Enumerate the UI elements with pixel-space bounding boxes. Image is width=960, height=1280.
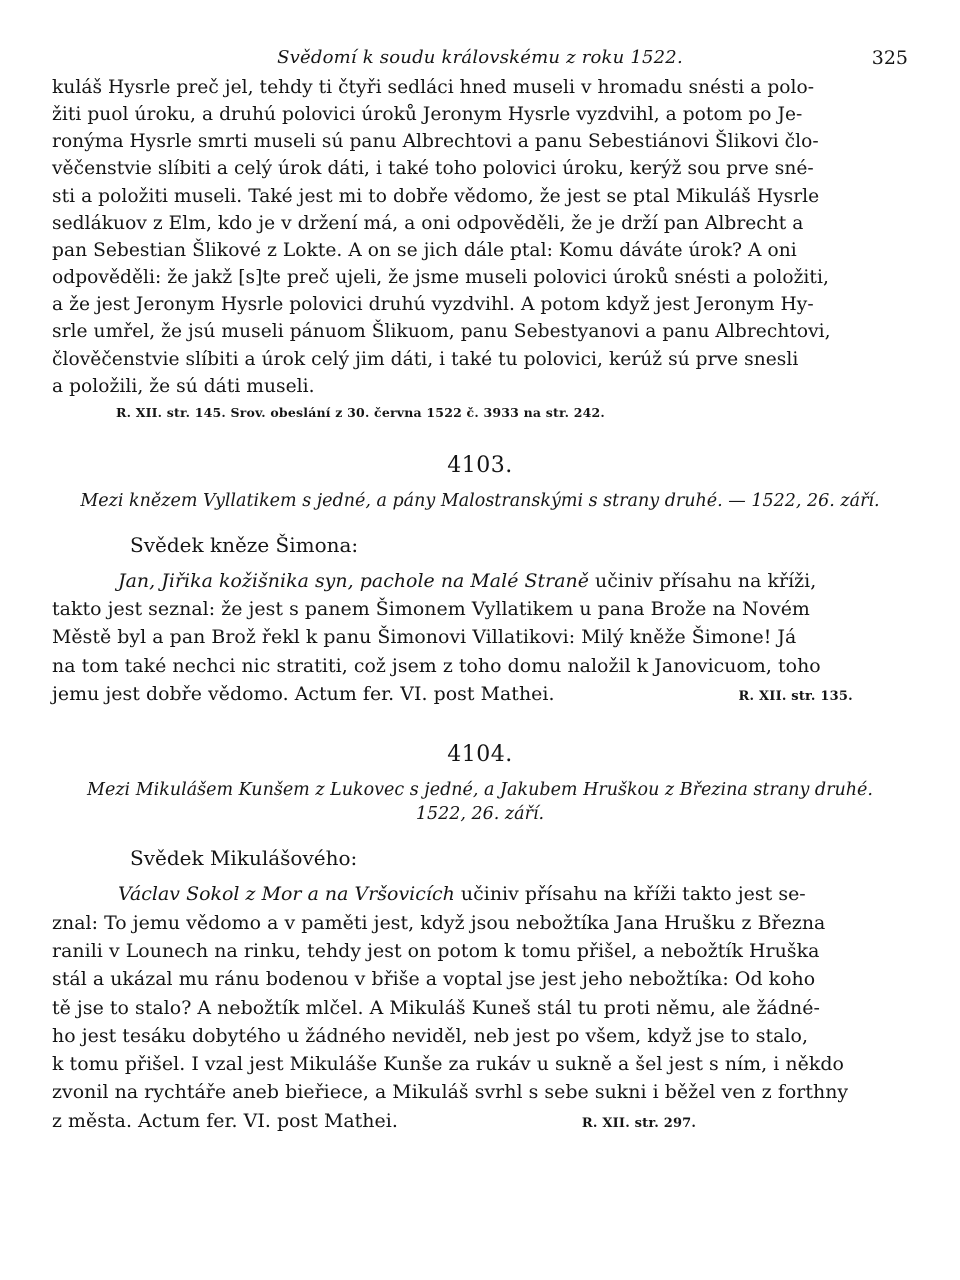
text-line: na tom také nechci nic stratiti, což jsem z toho domu naložil k Janovicuom, toho [52, 654, 821, 677]
text-line: znal: To jemu vědomo a v paměti jest, když jsou nebožtíka Jana Hrušku z Března [52, 911, 826, 934]
entry-number: 4103. [447, 452, 513, 478]
witness-label: Svědek Mikulášového: [130, 846, 358, 871]
text-line: srle umřel, že jsú museli pánuom Šlikuom, panu Sebestyanovi a panu Albrechtovi, [52, 321, 831, 343]
text-line: ronýma Hysrle smrti museli sú panu Albrechtovi a panu Sebestiánovi Šlikovi člo- [52, 131, 819, 153]
entry-number: 4104. [447, 742, 513, 768]
text-line: ho jest tesáku dobytého u žádného neviděl, neb jest po všem, když jse to stalo, [52, 1024, 809, 1047]
text-line: zvonil na rychtáře aneb bieřiece, a Mikuláš svrhl s sebe sukni i běžel ven z forthny [52, 1081, 849, 1104]
text-line: ranili v Lounech na rinku, tehdy jest on potom k tomu přišel, a nebožtík Hruška [52, 939, 820, 962]
running-title: Svědomí k soudu královskému z roku 1522. [277, 47, 683, 68]
text-line: žiti puol úroku, a druhú polovici úroků Jeronym Hysrle vyzdvihl, a potom po Je- [52, 104, 803, 126]
entry-4103 [52, 452, 908, 711]
deponent-name: Jan, Jiřika kožišnika syn, pachole na Malé Straně [118, 569, 589, 592]
entry-heading [52, 778, 908, 826]
heading-line: 1522, 26. září. [415, 804, 545, 825]
deponent-name: Václav Sokol z Mor a na Vršovicích [118, 883, 455, 906]
entry-heading [52, 489, 908, 513]
source-reference: R. XII. str. 135. [738, 689, 853, 705]
text-line: takto jest seznal: že jest s panem Šimonem Vyllatikem u pana Brože na Novém [52, 598, 810, 621]
source-reference: R. XII. str. 297. [581, 1115, 697, 1131]
text-line: učiniv přísahu na kříži, [588, 569, 817, 592]
heading-line: Mezi knězem Vyllatikem s jedné, a pány Malostranskými s strany druhé. — 1522, 26. září. [80, 490, 880, 511]
text-line: sedlákuov z Elm, kdo je v držení má, a oni odpověděli, že je drží pan Albrecht a [52, 212, 804, 234]
testimony-paragraph [52, 880, 908, 1138]
text-line: Městě byl a pan Brož řekl k panu Šimonovi Villatikovi: Milý kněže Šimone! Já [52, 626, 797, 649]
text-line: a že jest Jeronym Hysrle polovici druhú vyzdvihl. A potom když jest Jeronym Hy- [52, 294, 814, 316]
document-page [52, 46, 908, 1138]
text-line: k tomu přišel. I vzal jest Mikuláše Kunše za rukáv u sukně a šel jest s ním, i někdo [52, 1053, 844, 1076]
text-line: sti a položiti museli. Také jest mi to dobře vědomo, že jest se ptal Mikuláš Hysrle [52, 185, 820, 207]
text-line: z města. Actum fer. VI. post Mathei. [52, 1109, 398, 1132]
text-line: kuláš Hysrle preč jel, tehdy ti čtyři sedláci hned museli v hromadu snésti a polo- [52, 77, 815, 98]
text-line: stál a ukázal mu ránu bodenou v břiše a voptal jse jest jeho nebožtíka: Od koho [52, 968, 816, 991]
heading-line: Mezi Mikulášem Kunšem z Lukovec s jedné, a Jakubem Hruškou z Březina strany druhé. [87, 780, 873, 801]
text-line: pan Sebestian Šlikové z Lokte. A on se jich dále ptal: Komu dáváte úrok? A oni [52, 239, 797, 261]
source-reference: R. XII. str. 145. Srov. obeslání z 30. června 1522 č. 3933 na str. 242. [116, 404, 605, 420]
text-line: jemu jest dobře vědomo. Actum fer. VI. post Mathei. [52, 683, 555, 706]
running-header [52, 46, 908, 74]
text-line: tě jse to stalo? A nebožtík mlčel. A Mikuláš Kuneš stál tu proti němu, ale žádné- [52, 996, 820, 1019]
text-line: a položili, že sú dáti museli. [52, 375, 315, 397]
text-line: odpověděli: že jakž [s]te preč ujeli, že jsme museli polovici úroků snésti a položiti, [52, 267, 829, 289]
continued-testimony [52, 74, 908, 422]
text-line: věčenstvie slíbiti a celý úrok dáti, i také toho polovici úroku, kerýž sou prve sné- [52, 158, 814, 180]
continued-paragraph [52, 74, 908, 400]
witness-label: Svědek kněze Šimona: [130, 532, 359, 557]
testimony-paragraph [52, 567, 908, 711]
text-line: člověčenstvie slíbiti a úrok celý jim dáti, i také tu polovici, kerúž sú prve snesli [52, 348, 799, 370]
text-line: učiniv přísahu na kříži takto jest se- [454, 883, 806, 906]
page-number: 325 [871, 47, 908, 69]
entry-4104 [52, 741, 908, 1138]
